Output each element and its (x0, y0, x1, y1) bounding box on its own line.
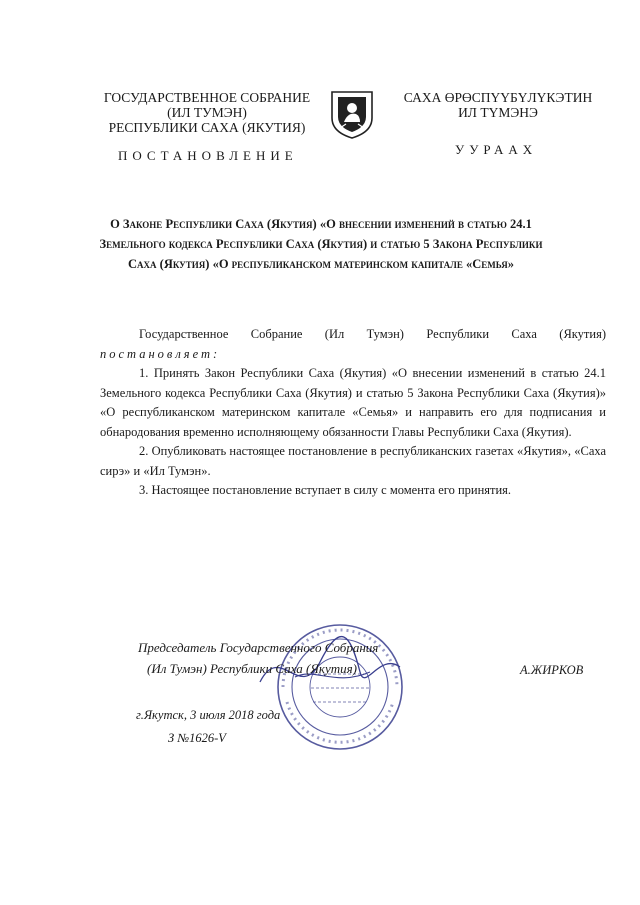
signer-position-line-1: Председатель Государственного Собрания (138, 640, 379, 655)
title-line: Земельного кодекса Республики Саха (Якутия) и статью 5 Закона Республики (99, 237, 543, 251)
body-item: 1. Принять Закон Республики Саха (Якутия) «О внесении изменений в статью 24.1 Земельного кодекса Республики Саха (Якутия) и статью 5 Закона Республики Саха (Якутия)» «О республиканском материнском капитале «Семья» и направить его для подписания и обнародования временно исполняющему обязанности Главы Республики Саха (Якутия). (100, 366, 606, 439)
document-title (96, 214, 546, 274)
body-item: 2. Опубликовать настоящее постановление в республиканских газетах «Якутия», «Саха сирэ» и «Ил Тумэн». (100, 444, 606, 478)
signer-position-line-2: (Ил Тумэн) Республики Саха (Якутия) (147, 661, 357, 676)
header-left-line: РЕСПУБЛИКИ САХА (ЯКУТИЯ) (108, 120, 306, 135)
resolves-word: постановляет: (100, 346, 221, 361)
header-right-line: САХА ӨРӨСПҮҮБҮЛҮКЭТИН (403, 90, 593, 105)
place-date: г.Якутск, 3 июля 2018 года (136, 708, 281, 722)
header-right-line: ИЛ ТҮМЭНЭ (458, 105, 538, 120)
header-right (388, 90, 608, 120)
coat-of-arms-icon (326, 88, 378, 140)
document-number: З №1626-V (168, 731, 226, 745)
doctype-right: УУРААХ (455, 142, 538, 157)
header-left-line: (ИЛ ТУМЭН) (167, 105, 247, 120)
title-line: Саха (Якутия) «О республиканском материнском капитале «Семья» (128, 257, 514, 271)
document-body (100, 325, 606, 501)
header-left-line: ГОСУДАРСТВЕННОЕ СОБРАНИЕ (103, 90, 311, 105)
signer-name: А.ЖИРКОВ (520, 663, 584, 677)
preamble: Государственное Собрание (Ил Тумэн) Республики Саха (Якутия) (139, 327, 606, 341)
doctype-left: ПОСТАНОВЛЕНИЕ (118, 148, 298, 163)
title-line: О Законе Республики Саха (Якутия) «О внесении изменений в статью 24.1 (110, 217, 532, 231)
body-item: 3. Настоящее постановление вступает в силу с момента его принятия. (139, 483, 512, 497)
header-left (92, 90, 322, 135)
